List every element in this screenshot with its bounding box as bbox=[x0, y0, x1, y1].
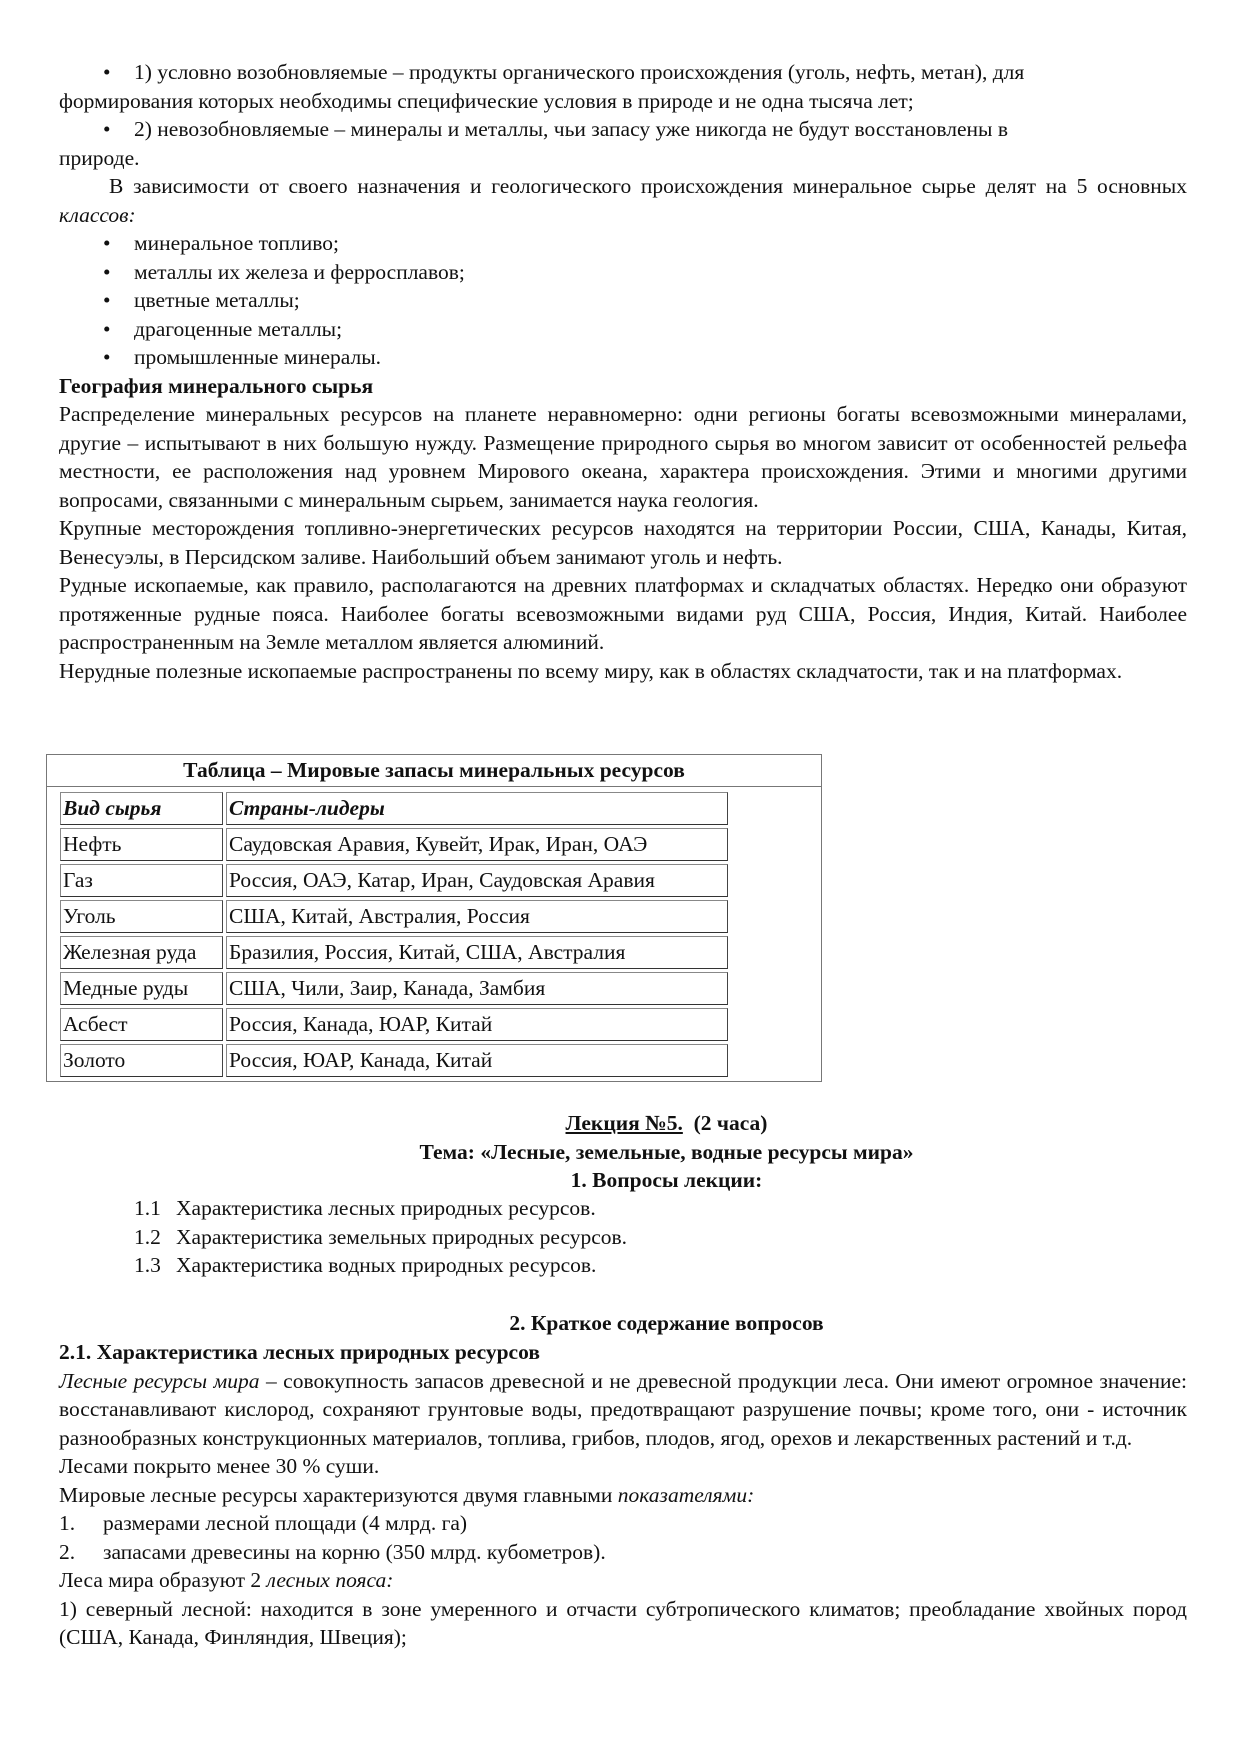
emphasis-text: показателями: bbox=[617, 1482, 755, 1507]
indicator-item bbox=[59, 1509, 1187, 1538]
definition-term: Лесные ресурсы мира bbox=[59, 1368, 260, 1393]
list-item bbox=[59, 315, 1187, 344]
table-row bbox=[60, 828, 728, 861]
emphasis-text: классов: bbox=[59, 202, 136, 227]
table-cell-resource: Золото bbox=[60, 1044, 223, 1077]
resources-table bbox=[46, 754, 822, 1082]
indicator-item bbox=[59, 1538, 1187, 1567]
question-number: 1.2 bbox=[134, 1224, 161, 1249]
paragraph-text: В зависимости от своего назначения и геологического происхождения минеральное сырье делят на 5 основных bbox=[109, 174, 1187, 198]
table-row bbox=[60, 864, 728, 897]
lecture-topic: Тема: «Лесные, земельные, водные ресурсы мира» bbox=[419, 1139, 914, 1164]
definition-text: – совокупность запасов древесной и не древесной продукции леса. Они имеют огромное значение: восстанавливают кислород, сохраняют грунтовые воды, предотвращают разрушение почвы; кроме того, они - источник разнообразных конструкционных материалов, топлива, грибов, плодов, ягод, орехов и лекарственных растений и т.д. bbox=[59, 1368, 1188, 1450]
question-item bbox=[59, 1194, 1187, 1223]
bullet-icon: • bbox=[103, 316, 111, 341]
bullet-icon: • bbox=[103, 60, 111, 84]
list-item bbox=[59, 343, 1187, 372]
item-number: 1. bbox=[59, 1511, 76, 1535]
table-cell-resource: Медные руды bbox=[60, 972, 223, 1005]
forest-section bbox=[59, 1338, 1187, 1652]
column-header: Страны-лидеры bbox=[226, 792, 728, 825]
table-cell-countries: Бразилия, Россия, Китай, США, Австралия bbox=[226, 936, 728, 969]
section-heading: 2.1. Характеристика лесных природных ресурсов bbox=[59, 1340, 540, 1364]
questions-heading: 1. Вопросы лекции: bbox=[570, 1168, 763, 1192]
question-text: Характеристика водных природных ресурсов. bbox=[176, 1253, 597, 1277]
list-item-continuation: формирования которых необходимы специфические условия в природе и не одна тысяча лет; bbox=[59, 88, 914, 113]
question-text: Характеристика лесных природных ресурсов. bbox=[176, 1196, 596, 1220]
paragraph: Нерудные полезные ископаемые распространены по всему миру, как в областях складчатости, так и на платформах. bbox=[59, 658, 1123, 683]
list-item bbox=[59, 229, 1187, 258]
bullet-icon: • bbox=[103, 231, 111, 255]
summary-heading: 2. Краткое содержание вопросов bbox=[509, 1311, 824, 1335]
classes-paragraph bbox=[59, 172, 1187, 229]
paragraph-text: Мировые лесные ресурсы характеризуются двумя главными bbox=[59, 1482, 618, 1507]
table-row bbox=[60, 1044, 728, 1077]
question-item bbox=[59, 1223, 1187, 1252]
item-text: запасами древесины на корню (350 млрд. кубометров). bbox=[103, 1539, 606, 1564]
bullet-icon: • bbox=[103, 117, 111, 141]
table-header-row bbox=[60, 792, 728, 825]
bullet-text: 2) невозобновляемые – минералы и металлы, чьи запасу уже никогда не будут восстановлены в bbox=[134, 117, 1008, 141]
list-item bbox=[59, 258, 1187, 287]
table-cell-countries: Саудовская Аравия, Кувейт, Ирак, Иран, ОАЭ bbox=[226, 828, 728, 861]
table-cell-countries: Россия, ЮАР, Канада, Китай bbox=[226, 1044, 728, 1077]
lecture-number: Лекция №5. bbox=[565, 1111, 683, 1135]
paragraph: Лесами покрыто менее 30 % суши. bbox=[59, 1454, 380, 1478]
list-item-text: цветные металлы; bbox=[134, 288, 300, 312]
bullet-text: 1) условно возобновляемые – продукты органического происхождения (уголь, нефть, метан), для bbox=[134, 60, 1025, 84]
question-number: 1.3 bbox=[134, 1253, 161, 1277]
item-text: размерами лесной площади (4 млрд. га) bbox=[103, 1511, 468, 1535]
table-row bbox=[60, 900, 728, 933]
lecture-duration: (2 часа) bbox=[693, 1111, 768, 1135]
table-caption: Таблица – Мировые запасы минеральных ресурсов bbox=[47, 755, 821, 787]
list-item-text: минеральное топливо; bbox=[134, 231, 339, 255]
lecture-questions bbox=[59, 1194, 1187, 1280]
document-page bbox=[59, 58, 1187, 685]
table-row bbox=[60, 972, 728, 1005]
paragraph: Крупные месторождения топливно-энергетических ресурсов находятся на территории России, США, Канады, Китая, Венесуэлы, в Персидском заливе. Наибольший объем занимают уголь и нефть. bbox=[59, 516, 1187, 569]
list-item-continuation: природе. bbox=[59, 145, 140, 170]
item-number: 2. bbox=[59, 1539, 76, 1564]
table-row bbox=[60, 1008, 728, 1041]
list-item-text: промышленные минералы. bbox=[134, 345, 382, 369]
table-cell-resource: Железная руда bbox=[60, 936, 223, 969]
table-cell-countries: США, Чили, Заир, Канада, Замбия bbox=[226, 972, 728, 1005]
classes-list bbox=[59, 229, 1187, 372]
question-number: 1.1 bbox=[134, 1196, 161, 1220]
bullet-icon: • bbox=[103, 259, 111, 284]
paragraph: Распределение минеральных ресурсов на планете неравномерно: одни регионы богаты всевозможными минералами, другие – испытывают в них большую нужду. Размещение природного сырья во многом зависит от особенностей рельефа местности, ее расположения над уровнем Мирового океана, характера происхождения. Этими и многими другими вопросами, связанными с минеральным сырьем, занимается наука геология. bbox=[59, 402, 1187, 512]
column-header: Вид сырья bbox=[60, 792, 223, 825]
summary-heading-block bbox=[0, 1309, 1241, 1338]
forest-definition bbox=[59, 1367, 1187, 1453]
emphasis-text: лесных пояса: bbox=[266, 1568, 394, 1592]
paragraph: Рудные ископаемые, как правило, располагаются на древних платформах и складчатых областях. Нередко они образуют протяженные рудные пояса. Наиболее богаты всевозможными видами руд США, Россия, Индия, Китай. Наиболее распространенным на Земле металлом является алюминий. bbox=[59, 573, 1187, 654]
list-item bbox=[59, 286, 1187, 315]
table-cell-resource: Уголь bbox=[60, 900, 223, 933]
paragraph: 1) северный лесной: находится в зоне умеренного и отчасти субтропического климатов; преобладание хвойных пород (США, Канада, Финляндия, Швеция); bbox=[59, 1596, 1187, 1649]
question-item bbox=[59, 1251, 1187, 1280]
table-cell-resource: Нефть bbox=[60, 828, 223, 861]
indicators-intro bbox=[59, 1481, 1187, 1510]
table-cell-resource: Газ bbox=[60, 864, 223, 897]
list-item bbox=[59, 58, 1187, 87]
lecture-header bbox=[0, 1109, 1241, 1195]
belts-intro bbox=[59, 1566, 1187, 1595]
table-cell-countries: Россия, Канада, ЮАР, Китай bbox=[226, 1008, 728, 1041]
table-row bbox=[60, 936, 728, 969]
section-heading: География минерального сырья bbox=[59, 373, 374, 398]
lecture-title bbox=[0, 1109, 1241, 1138]
table-cell-resource: Асбест bbox=[60, 1008, 223, 1041]
table-cell-countries: США, Китай, Австралия, Россия bbox=[226, 900, 728, 933]
bullet-icon: • bbox=[103, 288, 111, 312]
paragraph-text: Леса мира образуют 2 bbox=[59, 1568, 267, 1592]
list-item bbox=[59, 115, 1187, 144]
list-item-text: драгоценные металлы; bbox=[134, 316, 343, 341]
bullet-icon: • bbox=[103, 345, 111, 369]
resources-inner-table bbox=[57, 789, 731, 1080]
table-cell-countries: Россия, ОАЭ, Катар, Иран, Саудовская Аравия bbox=[226, 864, 728, 897]
list-item-text: металлы их железа и ферросплавов; bbox=[134, 259, 465, 284]
question-text: Характеристика земельных природных ресурсов. bbox=[176, 1224, 628, 1249]
